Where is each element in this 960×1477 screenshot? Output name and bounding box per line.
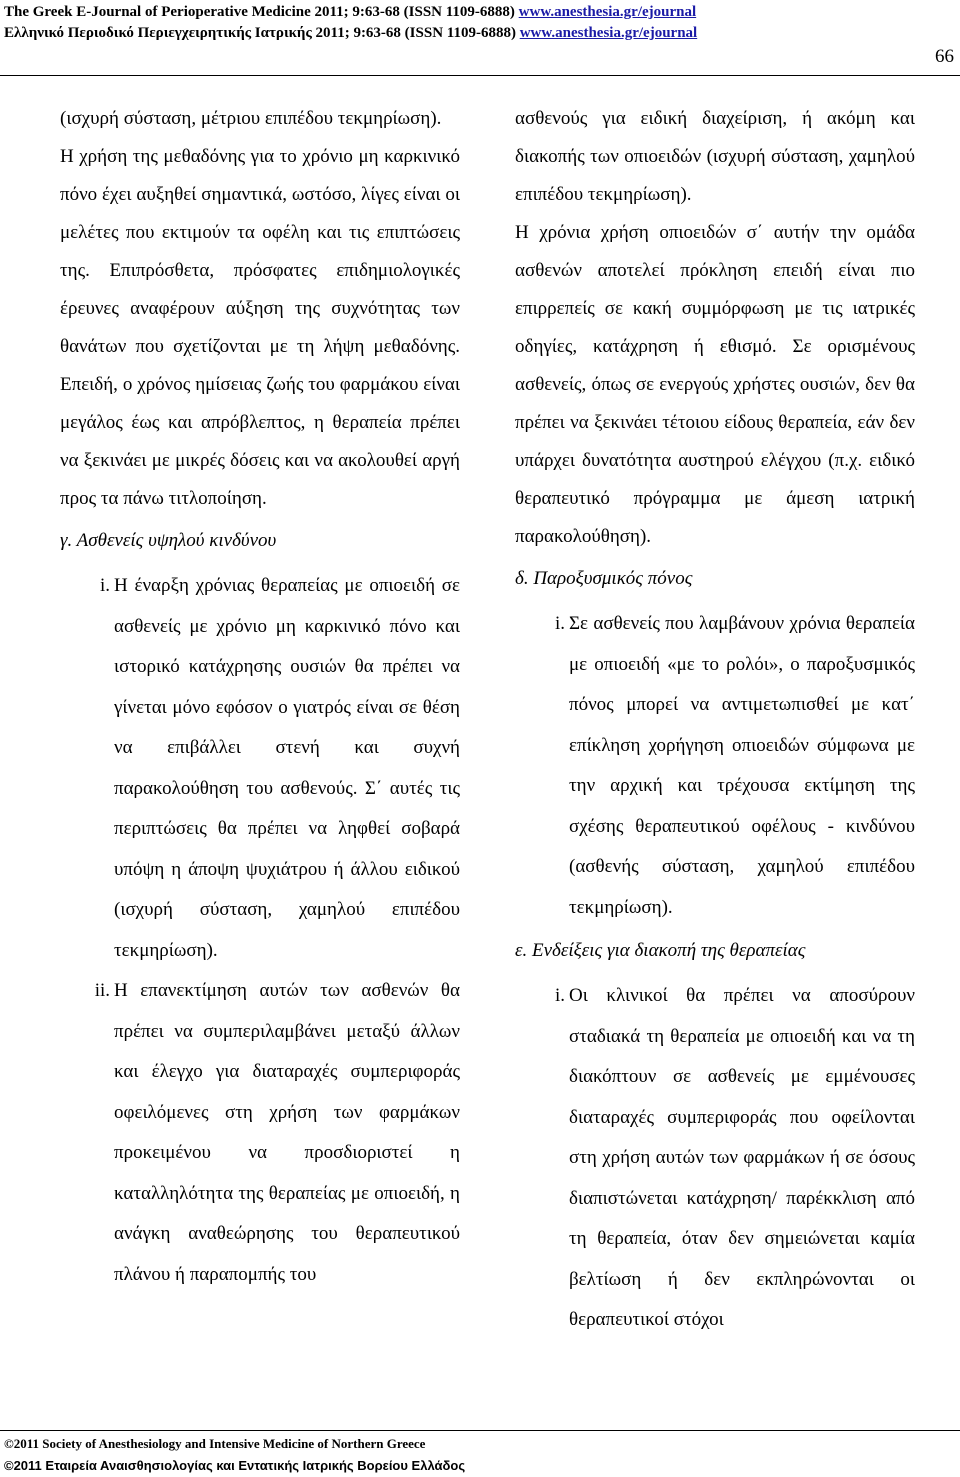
journal-link[interactable]: www.anesthesia.gr/ejournal bbox=[519, 25, 698, 41]
right-column bbox=[515, 100, 915, 1341]
recommendation-list bbox=[515, 976, 915, 1341]
recommendation-list bbox=[60, 566, 460, 1295]
left-column bbox=[60, 100, 460, 1295]
footer-divider bbox=[0, 1430, 960, 1431]
list-item-text: Οι κλινικοί θα πρέπει να αποσύρουν σταδιακά τη θεραπεία με οπιοειδή και να τη διακόπτουν σε ασθενείς με εμμένουσες διαταραχές συμπεριφοράς που οφείλονται στη χρήση αυτών των φαρμάκων ή σε όσους διαπιστώνεται κατάχρηση/ παρέκκλιση από τη θεραπεία, όταν δεν σημειώνεται καμία βελτίωση ή δεν εκπληρώνονται οι θεραπευτικοί στόχοι bbox=[569, 985, 915, 1330]
list-item bbox=[515, 604, 915, 928]
header-citation-en: The Greek E-Journal of Perioperative Medicine 2011; 9:63-68 (ISSN 1109-6888) bbox=[4, 4, 519, 20]
paragraph: (ισχυρή σύσταση, μέτριου επιπέδου τεκμηρίωση). bbox=[60, 108, 442, 129]
list-item bbox=[60, 971, 460, 1295]
list-item bbox=[60, 566, 460, 971]
recommendation-list bbox=[515, 604, 915, 928]
header-divider bbox=[0, 75, 960, 76]
list-item-text: Η έναρξη χρόνιας θεραπείας με οπιοειδή σε ασθενείς με χρόνιο μη καρκινικό πόνο και ιστορικό κατάχρησης ουσιών θα πρέπει να γίνεται μόνο εφόσον ο γιατρός είναι σε θέση να επιβάλλει στενή και συχνή παρακολούθηση του ασθενούς. Σ΄ αυτές τις περιπτώσεις θα πρέπει να ληφθεί σοβαρά υπόψη η άποψη ψυχιάτρου ή άλλου ειδικού (ισχυρή σύσταση, χαμηλού επιπέδου τεκμηρίωση). bbox=[114, 575, 460, 961]
journal-header-english bbox=[4, 4, 696, 21]
footer-copyright-gr: ©2011 Εταιρεία Αναισθησιολογίας και Εντατικής Ιατρικής Βορείου Ελλάδος bbox=[4, 1458, 466, 1473]
header-citation-gr: Ελληνικό Περιοδικό Περιεγχειρητικής Ιατρικής 2011; 9:63-68 (ISSN 1109-6888) bbox=[4, 25, 520, 41]
list-item bbox=[515, 976, 915, 1341]
page-number: 66 bbox=[935, 46, 954, 67]
list-item-number: i. bbox=[99, 575, 110, 596]
journal-link[interactable]: www.anesthesia.gr/ejournal bbox=[518, 4, 697, 20]
list-item-number: i. bbox=[554, 613, 565, 634]
list-item-number: ii. bbox=[94, 980, 110, 1001]
section-heading: ε. Ενδείξεις για διακοπή της θεραπείας bbox=[515, 940, 806, 961]
list-item-number: i. bbox=[554, 985, 565, 1006]
footer-copyright-en: ©2011 Society of Anesthesiology and Intensive Medicine of Northern Greece bbox=[4, 1436, 426, 1451]
section-heading: δ. Παροξυσμικός πόνος bbox=[515, 568, 693, 589]
list-item-text: Σε ασθενείς που λαμβάνουν χρόνια θεραπεία με οπιοειδή «με το ρολόι», ο παροξυσμικός πόνος μπορεί να αντιμετωπισθεί με κατ΄ επίκληση χορήγηση οπιοειδών σύμφωνα με την αρχική και τρέχουσα εκτίμηση της σχέσης θεραπευτικού οφέλους - κινδύνου (ασθενής σύσταση, χαμηλού επιπέδου τεκμηρίωση). bbox=[569, 613, 915, 918]
section-heading: γ. Ασθενείς υψηλού κινδύνου bbox=[60, 530, 277, 551]
paragraph: Η χρόνια χρήση οπιοειδών σ΄ αυτήν την ομάδα ασθενών αποτελεί πρόκληση επειδή είναι πιο επιρρεπείς σε κακή συμμόρφωση με τις ιατρικές οδηγίες, κατάχρηση ή εθισμό. Σε ορισμένους ασθενείς, όπως σε ενεργούς χρήστες ουσιών, δεν θα πρέπει να ξεκινάει τέτοιου είδους θεραπεία, εάν δεν υπάρχει δυνατότητα αυστηρού ελέγχου (π.χ. ειδικό θεραπευτικό πρόγραμμα με άμεση ιατρική παρακολούθηση). bbox=[515, 222, 915, 547]
paragraph: Η χρήση της μεθαδόνης για το χρόνιο μη καρκινικό πόνο έχει αυξηθεί σημαντικά, ωστόσο, λίγες είναι οι μελέτες που εκτιμούν τα οφέλη και τις επιπτώσεις της. Επιπρόσθετα, πρόσφατες επιδημιολογικές έρευνες αναφέρουν αύξηση της συχνότητας των θανάτων που σχετίζονται με τη λήψη μεθαδόνης. Επειδή, ο χρόνος ημίσειας ζωής του φαρμάκου είναι μεγάλος έως και απρόβλεπτος, η θεραπεία πρέπει να ξεκινάει με μικρές δόσεις και να ακολουθεί αργή προς τα πάνω τιτλοποίηση. bbox=[60, 146, 460, 509]
paragraph: ασθενούς για ειδική διαχείριση, ή ακόμη και διακοπής των οπιοειδών (ισχυρή σύσταση, χαμηλού επιπέδου τεκμηρίωση). bbox=[515, 108, 915, 205]
list-item-text: Η επανεκτίμηση αυτών των ασθενών θα πρέπει να συμπεριλαμβάνει μεταξύ άλλων και έλεγχο για διαταραχές συμπεριφοράς οφειλόμενες στη χρήση των φαρμάκων προκειμένου να προσδιοριστεί η καταλληλότητα της θεραπείας με οπιοειδή, η ανάγκη αναθεώρησης του θεραπευτικού πλάνου ή παραπομπής του bbox=[114, 980, 460, 1285]
journal-header-greek bbox=[4, 25, 697, 42]
